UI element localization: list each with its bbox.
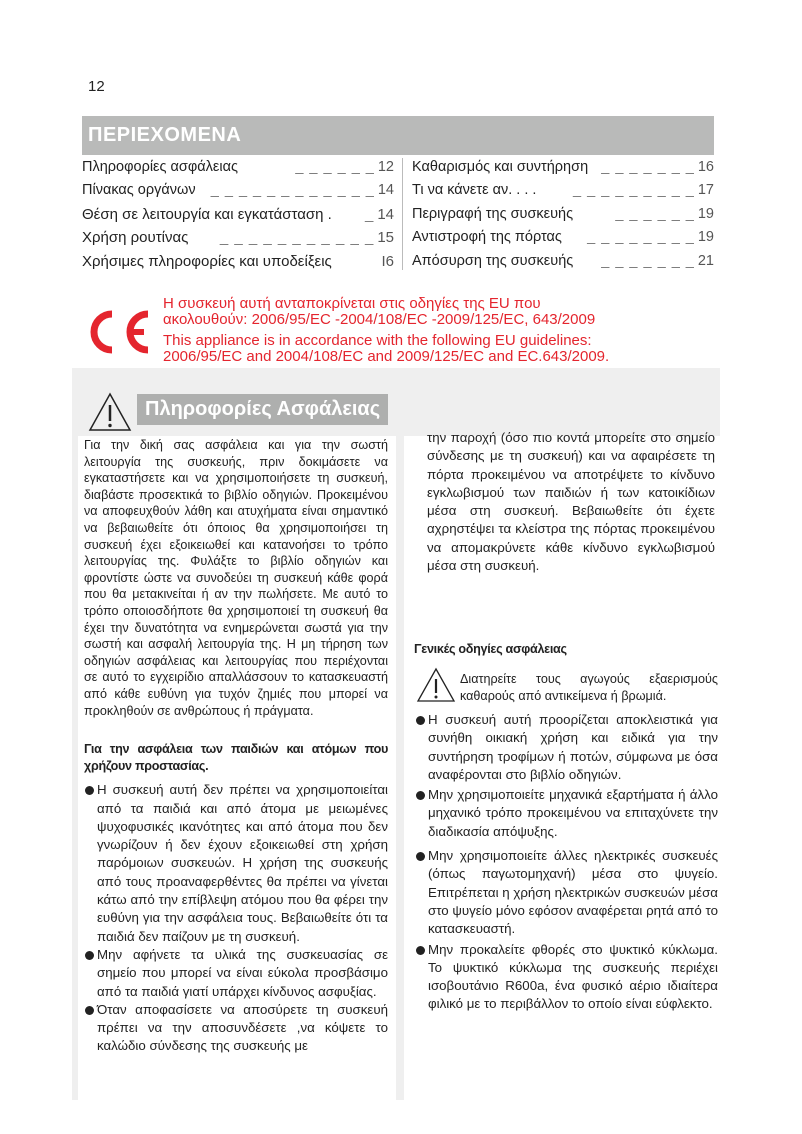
toc-entry[interactable] — [412, 159, 714, 179]
toc-page: 21 — [697, 253, 714, 269]
bullet-item: Η συσκευή αυτή δεν πρέπει να χρησιμοποιείται από τα παιδιά και από άτομα με μειωμένες ψυχοφυσικές ικανότητες και από άτομα που δεν γνωρίζουν ή δεν έχουν εξοικειωθεί στη χρήση παρόμοιων συσκευών. Η χρήση της συσκευής από τους προαναφερθέντες θα πρέπει να γίνεται κάτω από την επίβλεψη ατόμου που θα φέρει την ευθύνη για την ασφάλεια τους. Βεβαιωθείτε ότι τα παιδιά δεν παίζουν με τη συσκευή. — [84, 781, 388, 946]
warning-icon — [416, 667, 456, 703]
bullet-item: Μην προκαλείτε φθορές στο ψυκτικό κύκλωμα. Το ψυκτικό κύκλωμα της συσκευής περιέχει ισοβουτάνιο R600a, ένα φυσικό αέριο ιδιαίτερα φιλικό με το περιβάλλον το οποίο είναι εύφλεκτο. — [415, 941, 718, 1014]
toc-entry[interactable] — [412, 229, 714, 249]
children-heading: Για την ασφάλεια των παιδιών και ατόμων που χρήζουν προστασίας. — [84, 742, 388, 773]
bullet-item: Η συσκευή αυτή προορίζεται αποκλειστικά για συνήθη οικιακή χρήση και ειδικά για την συντήρηση τροφίμων ή ποτών, σύμφωνα με όσα αναφέρονται στο βιβλίο οδηγιών. — [415, 711, 718, 784]
toc-divider — [402, 158, 403, 270]
toc-label: Πίνακας οργάνων — [82, 182, 196, 198]
toc-entry[interactable] — [412, 253, 714, 273]
bullet-item: Όταν αποφασίσετε να αποσύρετε τη συσκευή πρέπει να την αποσυνδέσετε ,να κόψετε το καλώδιο σύνδεσης της συσκευής με — [84, 1001, 388, 1056]
leader: _ _ _ _ _ _ — [615, 206, 695, 222]
toc-header — [82, 116, 714, 155]
bullet-item: Μην χρησιμοποιείτε άλλες ηλεκτρικές συσκευές (όπως παγωτομηχανή) μέσα στο ψυγείο. Επιτρέπεται η χρήση ηλεκτρικών συσκευών μέσα στο ψυγείο μόνο εφόσον αναφέρεται ρητά από το κατασκευαστή. — [415, 847, 718, 938]
toc-label: Αντιστροφή της πόρτας — [412, 229, 562, 245]
leader: _ _ _ _ _ _ _ — [601, 253, 695, 269]
leader: _ — [364, 206, 375, 223]
intro-paragraph: Για την δική σας ασφάλεια και για την σωστή λειτουργία της συσκευής, πριν δοκιμάσετε να εγκαταστήσετε και να χρησιμοποιήσετε τη συσκευή, διαβάστε προσεκτικά το βιβλίο οδηγιών. Προκειμένου να αποφευχθούν λάθη και ατυχήματα είναι σημαντικό να βεβαιωθείτε ότι όποιος θα χρησιμοποιήσει τη συσκευή έχει εξοικειωθεί και κατανοήσει το τρόπο λειτουργίας της. Φυλάξτε το βιβλίο οδηγιών και φροντίστε ώστε να συνοδεύει τη συσκευή κάθε φορά που θα μετακινείται ή αν την πωλήσετε. Με αυτό το τρόπο οποιοσδήποτε θα χρησιμοποιεί τη συσκευή θα έχει την δυνατότητα να ενημερώνεται σωστά για την σωστή και ασφαλή λειτουργία της. Η μη τήρηση των οδηγιών ασφάλειας και λειτουργίας που περιέχονται σε αυτό το εγχειρίδιο απαλλάσσουν το κατασκευαστή από κάθε ευθύνη για τυχόν ζημιές που μπορεί να προκληθούν σε ανθρώπους ή πράγματα. — [84, 438, 388, 718]
toc-entry[interactable] — [82, 182, 394, 202]
ce-english-statement: This appliance is in accordance with the following EU guidelines: 2006/95/EC and 2004/108/EC and 2009/125/EC and EC.643/2009. — [163, 332, 610, 365]
toc-label: Καθαρισμός και συντήρηση — [412, 159, 589, 175]
continued-paragraph: την παροχή (όσο πιο κοντά μπορείτε στο σημείο σύνδεσης με τη συσκευή) και να αφαιρέσετε τη πόρτα προκειμένου να αποτρέψετε το κίνδυνο εγκλωβισμού των παιδιών ή των κατοικίδιων μέσα στη συσκευή. Βεβαιωθείτε ότι έχετε αχρηστέψει τα κλείστρα της πόρτας προκειμένου να απομακρύνετε κάθε κίνδυνο εγκλωβισμού μέσα στη συσκευή. — [427, 430, 715, 574]
vent-warning: Διατηρείτε τους αγωγούς εξαερισμούς καθαρούς από αντικείμενα ή βρωμιά. — [460, 672, 718, 703]
leader: _ _ _ _ _ _ _ — [601, 159, 695, 175]
toc-entry[interactable] — [412, 182, 714, 202]
section-title: Πληροφορίες Ασφάλειας — [145, 398, 381, 420]
toc-page: 19 — [697, 229, 714, 245]
ce-mark-logo — [84, 310, 152, 354]
toc-label: Περιγραφή της συσκευής — [412, 206, 574, 222]
toc-title: ΠΕΡΙΕΧΟΜΕΝΑ — [88, 124, 242, 146]
leader: _ _ _ _ _ _ — [295, 159, 375, 175]
general-bullets — [415, 711, 718, 1014]
toc-entry[interactable] — [82, 159, 394, 179]
toc-page: 17 — [697, 182, 714, 198]
toc-entry[interactable] — [82, 206, 394, 226]
toc-label: Πληροφορίες ασφάλειας — [82, 159, 238, 175]
toc-page: 16 — [697, 159, 714, 175]
toc-entry[interactable] — [82, 229, 394, 249]
warning-icon — [88, 392, 132, 432]
leader: _ _ _ _ _ _ _ _ _ — [573, 182, 695, 198]
toc-page: 14 — [377, 182, 394, 198]
toc-page: 12 — [377, 159, 394, 175]
page-number: 12 — [88, 78, 105, 95]
toc-label: Τι να κάνετε αν. . . . — [412, 182, 537, 198]
bullet-item: Μην χρησιμοποιείτε μηχανικά εξαρτήματα ή άλλο μηχανικό τρόπο προκειμένου να επιταχύνετε την διαδικασία απόψυξης. — [415, 786, 718, 841]
left-column — [84, 437, 388, 1056]
bullet-item: Μην αφήνετε τα υλικά της συσκευασίας σε σημείο που μπορεί να είναι εύκολα προσβάσιμο από τα παιδιά γιατί υπάρχει κίνδυνος ασφυξίας. — [84, 946, 388, 1001]
toc-page: I6 — [381, 253, 394, 270]
toc-label: Χρήση ρουτίνας — [82, 229, 189, 246]
toc-page: 19 — [697, 206, 714, 222]
leader: _ _ _ _ _ _ _ _ _ _ _ — [219, 229, 375, 246]
ce-greek-statement: Η συσκευή αυτή ανταποκρίνεται στις οδηγίες της EU που ακολουθούν: 2006/95/EC -2004/108/EC -2009/125/EC, 643/2009 — [163, 295, 596, 328]
toc-page: 15 — [377, 229, 394, 246]
toc-label: Θέση σε λειτουργία και εγκατάσταση . — [82, 206, 332, 223]
right-column — [427, 429, 715, 575]
toc-entry[interactable] — [82, 253, 394, 273]
toc-label: Απόσυρση της συσκευής — [412, 253, 574, 269]
section-header — [137, 394, 388, 425]
toc-page: 14 — [377, 206, 394, 223]
leader: _ _ _ _ _ _ _ _ — [587, 229, 695, 245]
general-heading: Γενικές οδηγίες ασφάλειας — [414, 642, 567, 656]
toc-label: Χρήσιμες πληροφορίες και υποδείξεις — [82, 253, 332, 270]
leader: _ _ _ _ _ _ _ _ _ _ _ _ — [210, 182, 375, 198]
toc-entry[interactable] — [412, 206, 714, 226]
